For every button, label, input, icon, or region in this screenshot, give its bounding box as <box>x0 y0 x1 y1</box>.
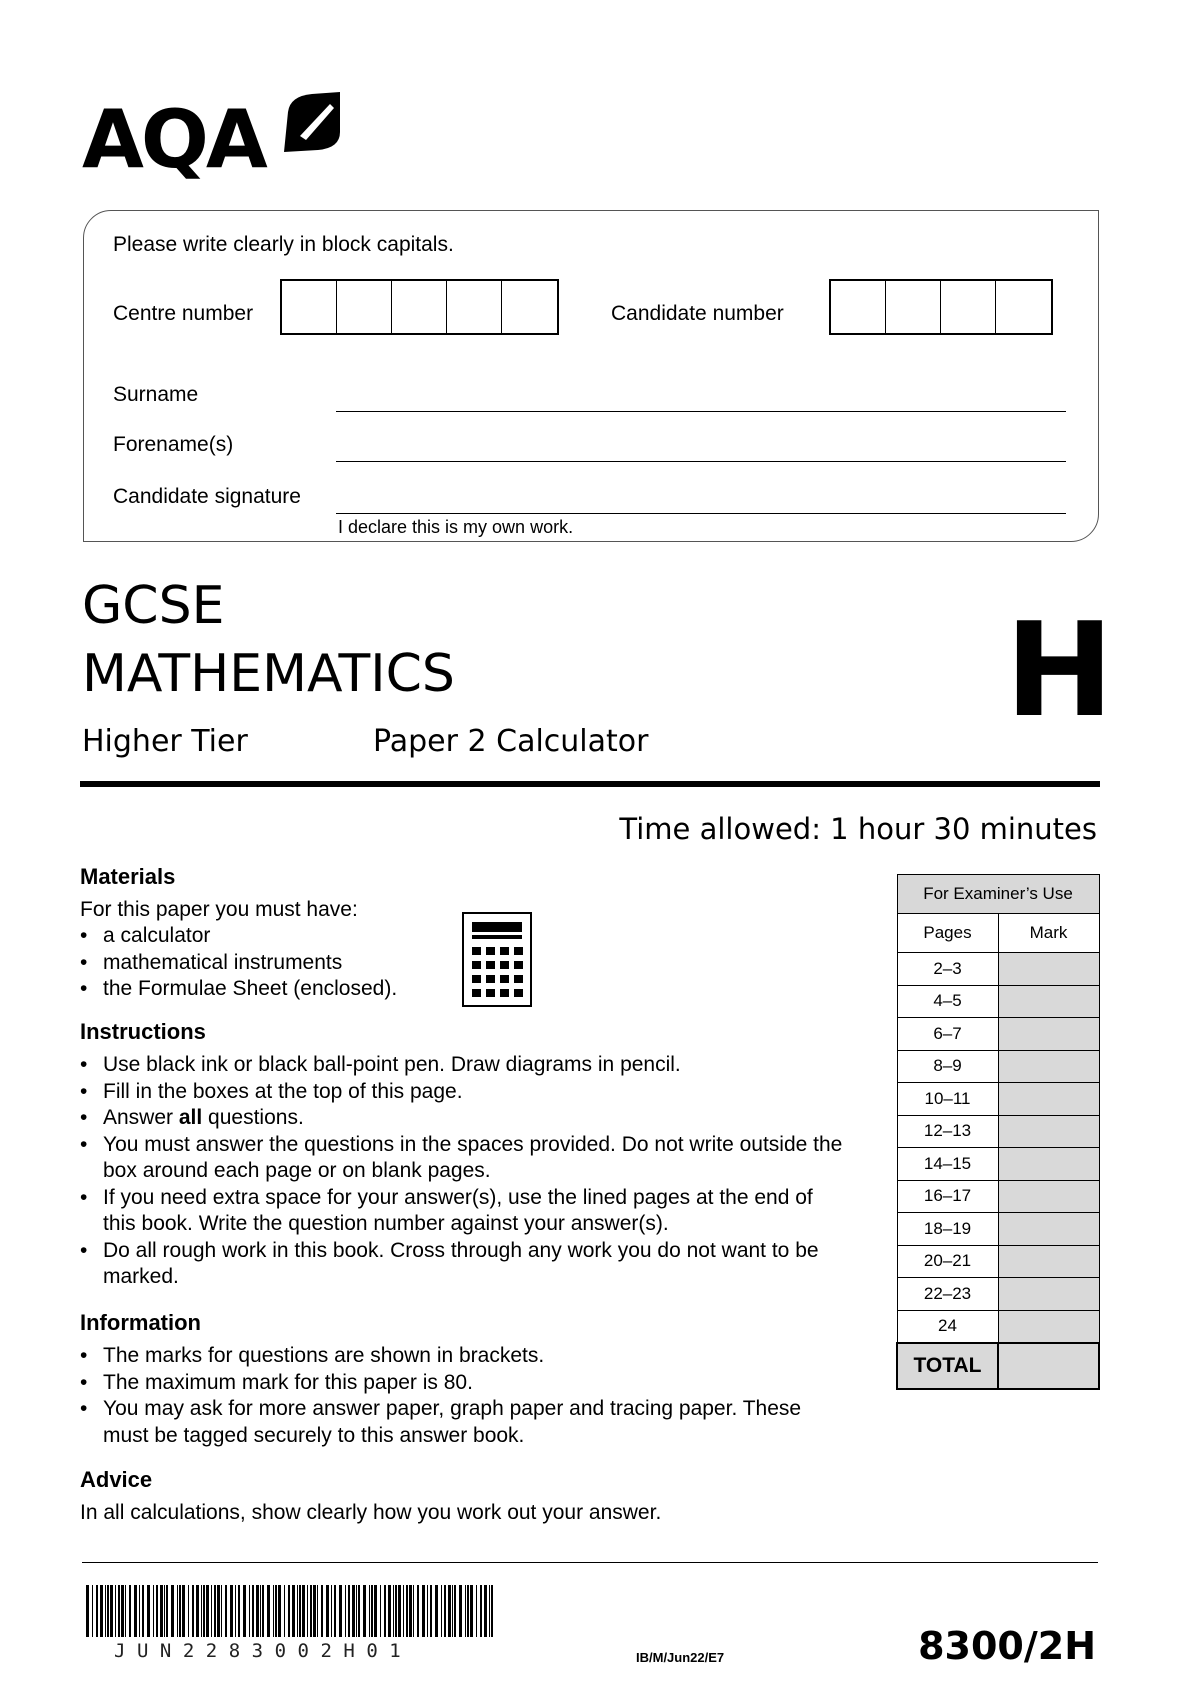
mark-header: Mark <box>998 914 1099 953</box>
time-allowed: Time allowed: 1 hour 30 minutes <box>619 812 1097 846</box>
digit-box[interactable] <box>502 281 557 333</box>
list-item: • the Formulae Sheet (enclosed). <box>80 976 440 1003</box>
barcode <box>86 1585 496 1637</box>
table-row: 18–19 <box>897 1213 1099 1246</box>
list-item: • Do all rough work in this book. Cross through any work you do not want to be marked. <box>80 1238 850 1291</box>
mark-cell <box>998 1018 1099 1051</box>
digit-box[interactable] <box>886 281 941 333</box>
mark-cell <box>998 1310 1099 1343</box>
digit-box[interactable] <box>282 281 337 333</box>
list-item: • You may ask for more answer paper, graph paper and tracing paper. These must be tagged securely to this answer book. <box>80 1396 810 1449</box>
signature-line[interactable] <box>336 513 1066 514</box>
candidate-details-box <box>83 210 1099 542</box>
examiner-table-title: For Examiner’s Use <box>897 875 1099 914</box>
table-row: 16–17 <box>897 1180 1099 1213</box>
digit-box[interactable] <box>831 281 886 333</box>
pages-header: Pages <box>897 914 998 953</box>
paper-code: 8300/2H <box>918 1624 1096 1668</box>
title-rule <box>80 781 1100 787</box>
table-row: 4–5 <box>897 985 1099 1018</box>
examiner-use-table <box>896 874 1100 1390</box>
list-item: • mathematical instruments <box>80 950 440 977</box>
digit-box[interactable] <box>447 281 502 333</box>
mark-cell <box>998 985 1099 1018</box>
total-mark-cell <box>998 1343 1099 1389</box>
instructions-list <box>80 1052 850 1291</box>
footer-rule <box>82 1562 1098 1563</box>
tier-letter: H <box>1005 594 1114 746</box>
materials-list <box>80 923 440 1003</box>
surname-line[interactable] <box>336 411 1066 412</box>
mark-cell <box>998 1083 1099 1116</box>
instructions-heading: Instructions <box>80 1019 206 1044</box>
candidate-number-boxes[interactable] <box>829 279 1053 335</box>
materials-heading: Materials <box>80 864 176 889</box>
information-heading: Information <box>80 1310 201 1335</box>
table-row: 8–9 <box>897 1050 1099 1083</box>
mark-cell <box>998 1050 1099 1083</box>
reference-code: IB/M/Jun22/E7 <box>636 1650 725 1665</box>
total-label: TOTAL <box>897 1343 998 1389</box>
table-row: 24 <box>897 1310 1099 1343</box>
digit-box[interactable] <box>337 281 392 333</box>
table-row: 22–23 <box>897 1278 1099 1311</box>
forenames-line[interactable] <box>336 461 1066 462</box>
list-item: • Fill in the boxes at the top of this page. <box>80 1079 850 1106</box>
table-row: 6–7 <box>897 1018 1099 1051</box>
advice-text: In all calculations, show clearly how you work out your answer. <box>80 1501 662 1524</box>
list-item: • The maximum mark for this paper is 80. <box>80 1370 810 1397</box>
tier-label: Higher Tier <box>82 724 248 759</box>
mark-cell <box>998 1115 1099 1148</box>
barcode-text: JUN2283002H01 <box>114 1640 413 1662</box>
list-item: • Use black ink or black ball-point pen. Draw diagrams in pencil. <box>80 1052 850 1079</box>
table-row: 10–11 <box>897 1083 1099 1116</box>
calculator-icon <box>462 912 532 1007</box>
aqa-logo <box>82 92 352 187</box>
surname-label: Surname <box>113 383 199 406</box>
list-item-answer-all: • Answer all questions. <box>80 1105 850 1132</box>
block-capitals-instruction: Please write clearly in block capitals. <box>113 233 454 256</box>
paper-label: Paper 2 Calculator <box>373 724 649 759</box>
table-row: 2–3 <box>897 953 1099 986</box>
declaration-text: I declare this is my own work. <box>338 517 574 537</box>
list-item: • If you need extra space for your answer(s), use the lined pages at the end of this book. Write the question number against your answer(s). <box>80 1185 850 1238</box>
signature-label: Candidate signature <box>113 485 301 508</box>
mark-cell <box>998 1245 1099 1278</box>
list-item: • You must answer the questions in the spaces provided. Do not write outside the box around each page or on blank pages. <box>80 1132 850 1185</box>
mark-cell <box>998 1278 1099 1311</box>
materials-intro: For this paper you must have: <box>80 898 358 921</box>
mark-cell <box>998 1148 1099 1181</box>
mark-cell <box>998 1213 1099 1246</box>
table-row: 20–21 <box>897 1245 1099 1278</box>
logo-text: AQA <box>82 93 265 186</box>
list-item: • a calculator <box>80 923 440 950</box>
subject-title: MATHEMATICS <box>82 644 455 704</box>
table-row: 14–15 <box>897 1148 1099 1181</box>
qualification-title: GCSE <box>82 576 225 636</box>
digit-box[interactable] <box>392 281 447 333</box>
digit-box[interactable] <box>996 281 1051 333</box>
information-list <box>80 1343 810 1449</box>
advice-heading: Advice <box>80 1467 153 1492</box>
mark-cell <box>998 1180 1099 1213</box>
digit-box[interactable] <box>941 281 996 333</box>
centre-number-boxes[interactable] <box>280 279 559 335</box>
leaf-icon <box>282 92 342 152</box>
candidate-number-label: Candidate number <box>611 302 784 325</box>
list-item: • The marks for questions are shown in brackets. <box>80 1343 810 1370</box>
centre-number-label: Centre number <box>113 302 254 325</box>
mark-cell <box>998 953 1099 986</box>
forenames-label: Forename(s) <box>113 433 234 456</box>
table-row: 12–13 <box>897 1115 1099 1148</box>
